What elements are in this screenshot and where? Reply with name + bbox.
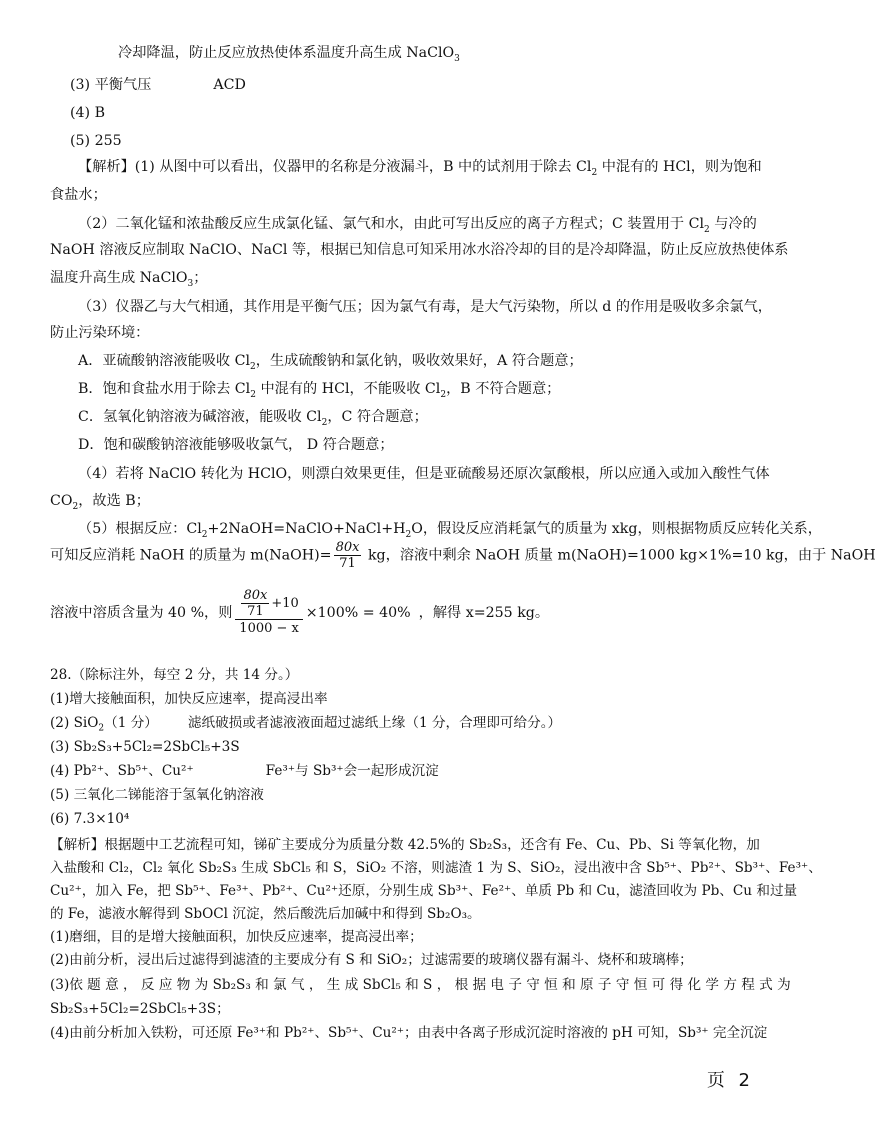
- q27-analysis-3a: （3）仪器乙与大气相通，其作用是平衡气压；因为氯气有毒，是大气污染物，所以 d 的作用是吸收多余氯气，: [78, 299, 772, 315]
- page-number: 页 2: [706, 1070, 754, 1091]
- q28-answer-6: (6) 7.3×10⁴: [50, 811, 130, 827]
- q27-option-c: C．氢氧化钠溶液为碱溶液，能吸收 $Cl_2$，C 符合题意；: [78, 409, 428, 428]
- q27-option-d: D．饱和碳酸钠溶液能够吸收氯气， D 符合题意；: [78, 437, 394, 453]
- q27-answer-3: (3) 平衡气压 ACD: [70, 77, 246, 93]
- q28-answer-3: (3) Sb₂S₃+5Cl₂=2SbCl₅+3S: [50, 739, 240, 755]
- q27-analysis-2a: （2）二氧化锰和浓盐酸反应生成氯化锰、氯气和水，由此可写出反应的离子方程式；C 装置用于 $Cl_2$ 与冷的: [78, 216, 757, 235]
- q28-analysis-1: 【解析】根据题中工艺流程可知，锑矿主要成分为质量分数 42.5%的 Sb₂S₃，还含有 Fe、Cu、Pb、Si 等氧化物，加: [50, 837, 760, 853]
- q28-analysis-5: (1)磨细，目的是增大接触面积，加快反应速率，提高浸出率；: [50, 929, 423, 945]
- q28-analysis-9: (4)由前分析加入铁粉，可还原 Fe³⁺和 Pb²⁺、Sb⁵⁺、Cu²⁺；由表中各离子形成沉淀时溶液的 pH 可知，Sb³⁺ 完全沉淀: [50, 1025, 768, 1041]
- q28-answer-5: (5) 三氧化二锑能溶于氢氧化钠溶液: [50, 787, 264, 803]
- q27-analysis-4b: $CO_2$，故选 B；: [50, 493, 150, 512]
- q28-analysis-7: (3)依 题 意 ， 反 应 物 为 Sb₂S₃ 和 氯 气 ， 生 成 SbCl₅ 和 S ， 根 据 电 子 守 恒 和 原 子 守 恒 可 得 化 学 方 程 式 为: [50, 977, 791, 993]
- q28-title: 28.（除标注外，每空 2 分，共 14 分。）: [50, 667, 299, 683]
- q27-analysis-5c: 溶液中溶质含量为 40 %，则 $\frac{80x}{71}$ +10 1000 − x ×100% = 40% ，解得 x=255 kg。: [50, 588, 550, 636]
- q28-answer-4: (4) Pb²⁺、Sb⁵⁺、Cu²⁺ Fe³⁺与 Sb³⁺会一起形成沉淀: [50, 763, 439, 779]
- q27-option-b: B．饱和食盐水用于除去 $Cl_2$ 中混有的 HCl，不能吸收 $Cl_2$，B 不符合题意；: [78, 381, 561, 400]
- q28-analysis-2: 入盐酸和 Cl₂，Cl₂ 氧化 Sb₂S₃ 生成 SbCl₅ 和 S，SiO₂ 不溶，则滤渣 1 为 S、SiO₂，浸出液中含 Sb⁵⁺、Pb²⁺、Sb³⁺、Fe³⁺、: [50, 860, 822, 876]
- q27-answer-4: (4) B: [70, 105, 106, 121]
- q27-analysis-2b: NaOH 溶液反应制取 NaClO、NaCl 等，根据已知信息可知采用冰水浴冷却的目的是冷却降温，防止反应放热使体系: [50, 242, 789, 258]
- q27-option-a: A．亚硫酸钠溶液能吸收 $Cl_2$，生成硫酸钠和氯化钠，吸收效果好，A 符合题意；: [78, 353, 583, 372]
- concentration-fraction: $\frac{80x}{71}$ +10 1000 − x: [235, 588, 302, 638]
- q28-analysis-8: Sb₂S₃+5Cl₂=2SbCl₅+3S；: [50, 1001, 230, 1017]
- q28-analysis-4: 的 Fe，滤液水解得到 SbOCl 沉淀，然后酸洗后加碱中和得到 Sb₂O₃。: [50, 906, 481, 922]
- q28-analysis-6: (2)由前分析，浸出后过滤得到滤渣的主要成分有 S 和 SiO₂；过滤需要的玻璃仪器有漏斗、烧杯和玻璃棒；: [50, 952, 693, 968]
- q27-analysis-1b: 食盐水；: [50, 187, 107, 203]
- q27-analysis-5a: （5）根据反应：$Cl_2+2NaOH=NaClO+NaCl+H_2O$，假设反应消耗氯气的质量为 xkg，则根据物质反应转化关系，: [78, 521, 822, 540]
- q28-analysis-3: Cu²⁺，加入 Fe，把 Sb⁵⁺、Fe³⁺、Pb²⁺、Cu²⁺还原，分别生成 Sb³⁺、Fe²⁺、单质 Pb 和 Cu，滤渣回收为 Pb、Cu 和过量: [50, 883, 798, 899]
- q27-analysis-4a: （4）若将 NaClO 转化为 HClO，则漂白效果更佳，但是亚硫酸易还原次氯酸根，所以应通入或加入酸性气体: [78, 466, 770, 482]
- q28-answer-1: (1)增大接触面积，加快反应速率，提高浸出率: [50, 691, 328, 707]
- q28-answer-2: (2) SiO$_2$（1 分） 滤纸破损或者滤液液面超过滤纸上缘（1 分，合理即可给分。）: [50, 715, 562, 734]
- q27-answer-5: (5) 255: [70, 133, 122, 149]
- q27-analysis-5b: 可知反应消耗 NaOH 的质量为 m(NaOH)= $\frac{80x}{71}$ kg，溶液中剩余 NaOH 质量 m(NaOH)=1000 kg×1%=10 kg，由于 NaOH: [50, 540, 876, 571]
- q27-analysis-3b: 防止污染环境：: [50, 325, 150, 341]
- q27-analysis-2c: 温度升高生成 NaClO$_3$；: [50, 270, 208, 289]
- q27-analysis-1a: 【解析】(1) 从图中可以看出，仪器甲的名称是分液漏斗，B 中的试剂用于除去 $Cl_2$ 中混有的 HCl，则为饱和: [78, 159, 762, 178]
- naoh-mass-fraction: $\frac{80x}{71}$: [335, 540, 360, 571]
- q27-line-0: 冷却降温，防止反应放热使体系温度升高生成 NaClO$_3$: [118, 45, 460, 64]
